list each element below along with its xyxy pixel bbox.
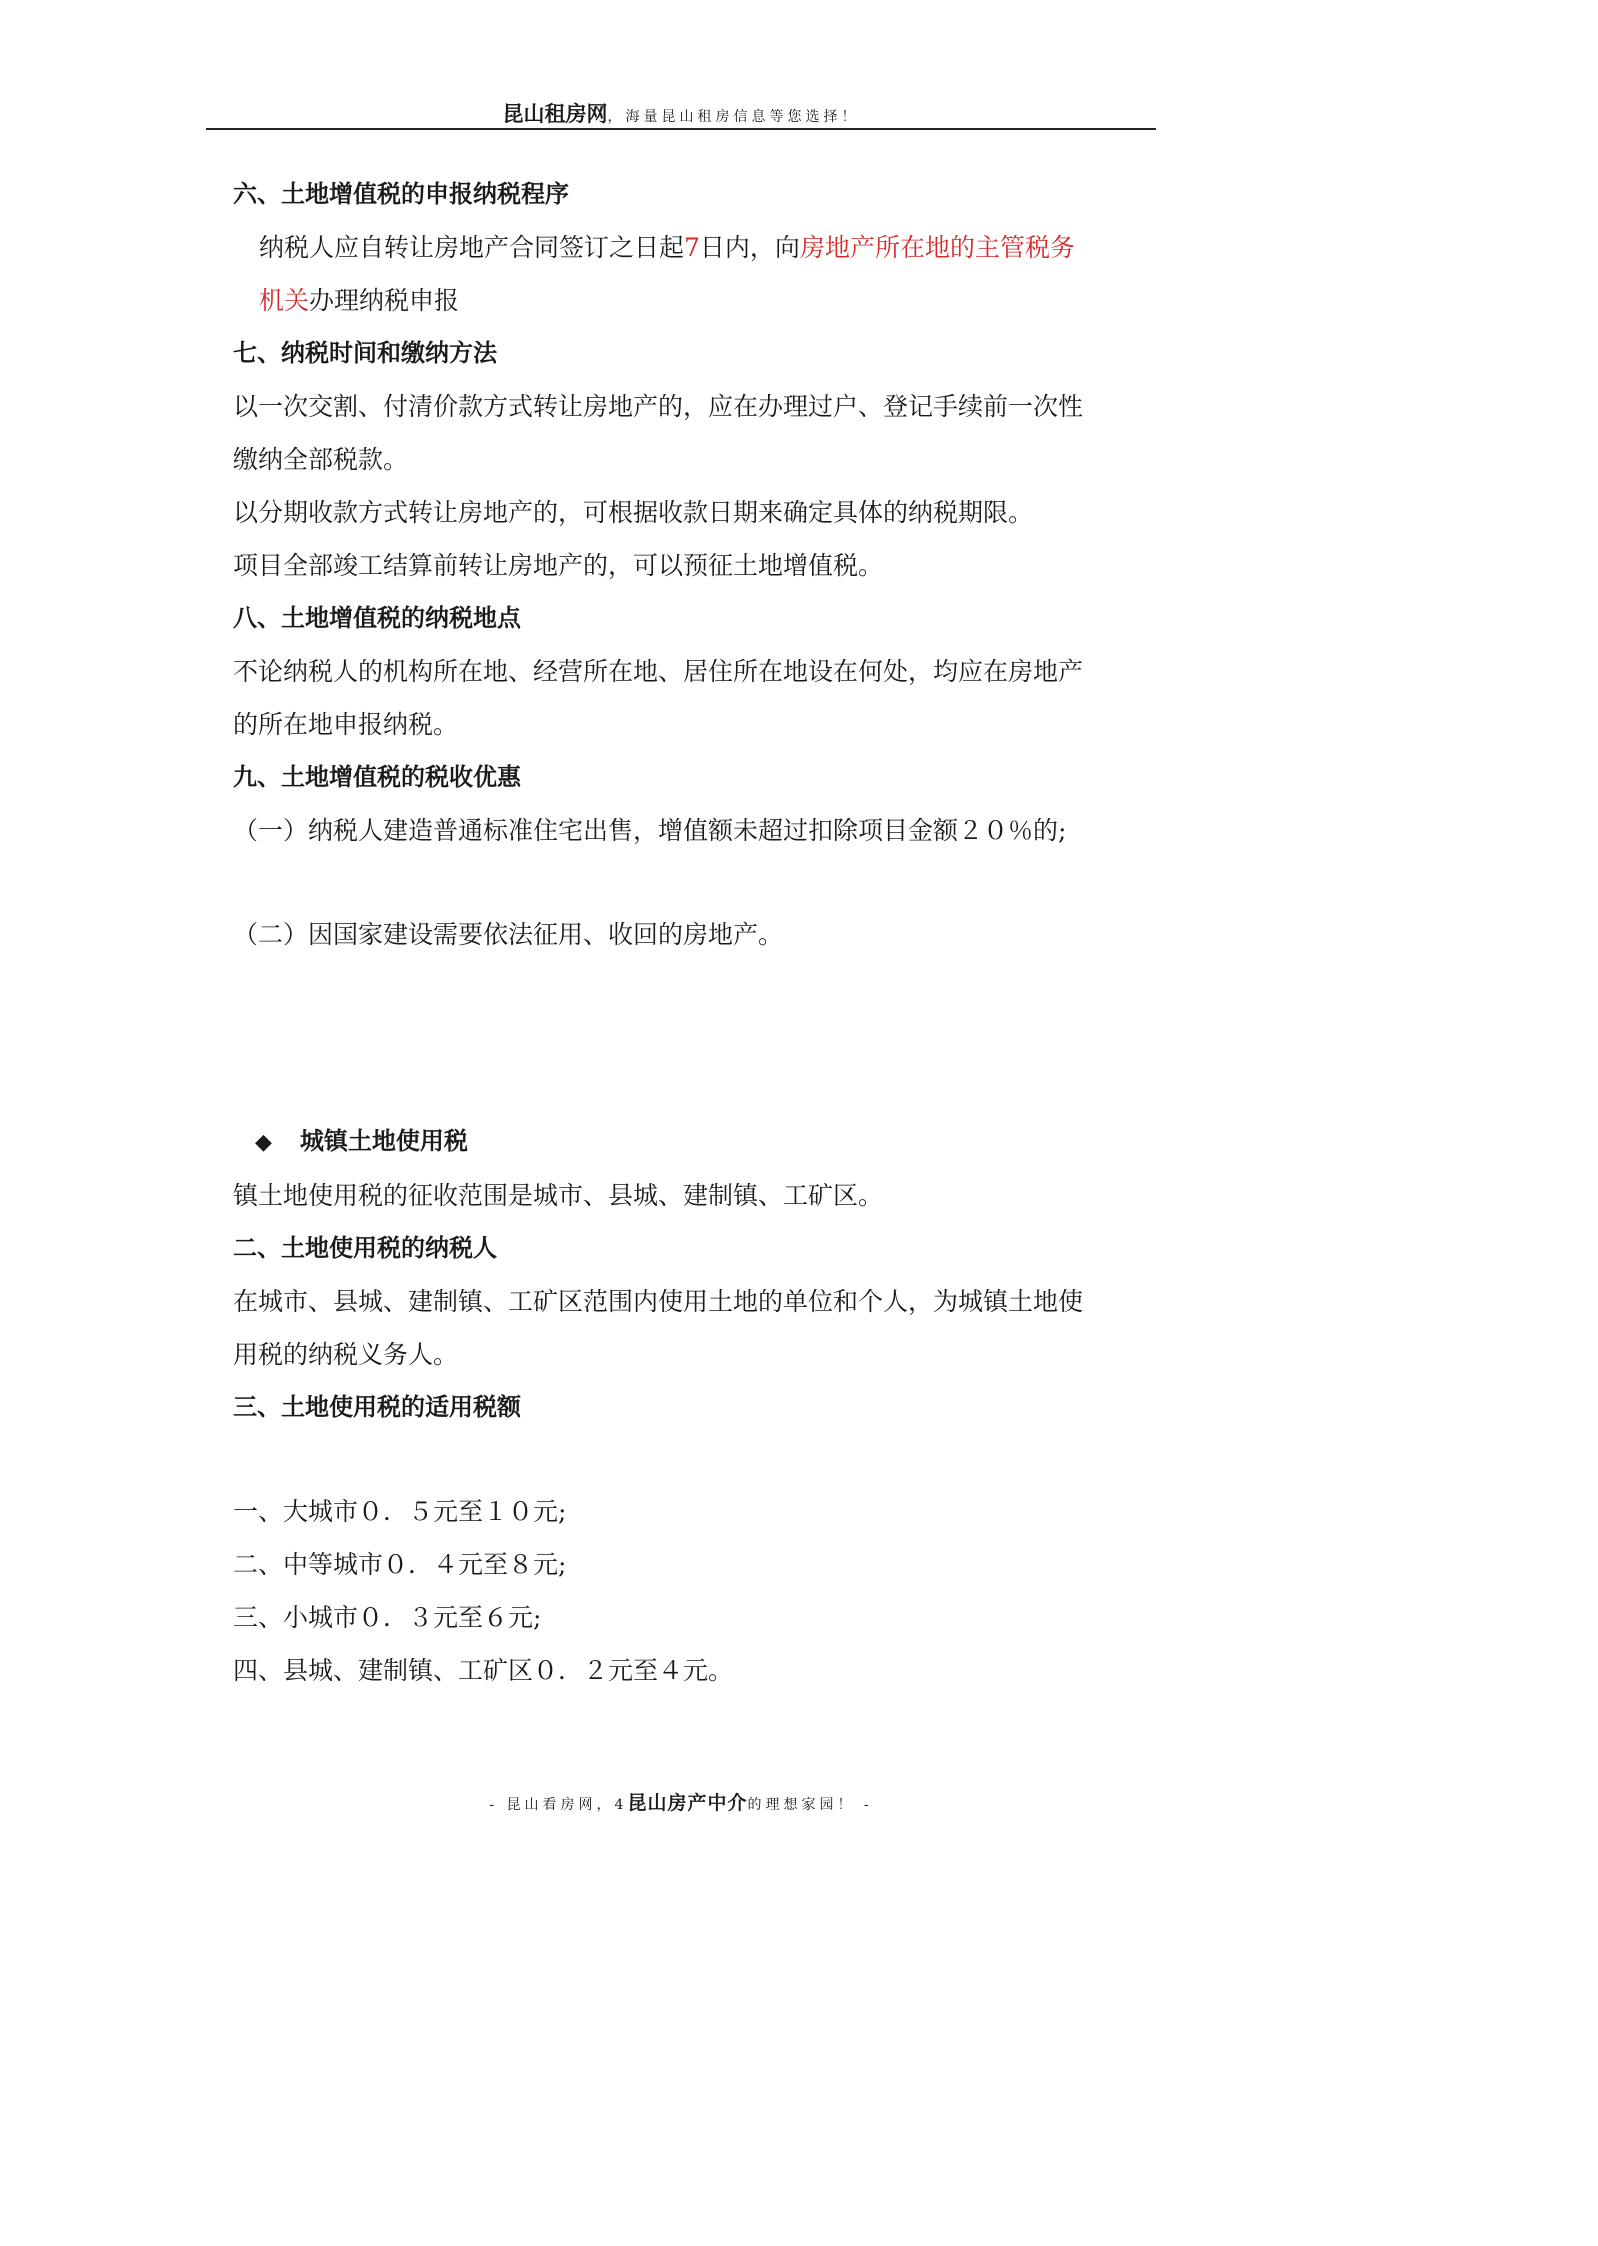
- footer-brand: 昆山房产中介: [627, 1792, 748, 1814]
- tax-authority-highlight-cont: 机关: [259, 286, 310, 315]
- section-6-heading: 六、土地增值税的申报纳税程序: [233, 180, 569, 208]
- section-6-paragraph-line-2: 机关办理纳税申报: [259, 286, 460, 315]
- section-8-heading: 八、土地增值税的纳税地点: [233, 604, 521, 632]
- section-8-line-2: 的所在地申报纳税。: [233, 710, 459, 739]
- section-7-heading: 七、纳税时间和缴纳方法: [233, 339, 497, 367]
- taxpayer-line-2: 用税的纳税义务人。: [233, 1340, 459, 1369]
- section-9-item-1: （一）纳税人建造普通标准住宅出售，增值额未超过扣除项目金额２０％的;: [233, 816, 1067, 845]
- document-body: [233, 168, 1163, 1697]
- section-9-item-2: （二）因国家建设需要依法征用、收回的房地产。: [233, 920, 784, 949]
- header-slogan: ，海量昆山租房信息等您选择！: [607, 109, 860, 125]
- section-7-line-1: 以一次交割、付清价款方式转让房地产的，应在办理过户、登记手续前一次性: [233, 392, 1084, 421]
- urban-tax-intro: 镇土地使用税的征收范围是城市、县城、建制镇、工矿区。: [233, 1181, 884, 1210]
- page-header: [206, 98, 1156, 130]
- tax-rate-heading: 三、土地使用税的适用税额: [233, 1393, 521, 1421]
- tax-authority-highlight: 房地产所在地的主管税务: [799, 233, 1075, 262]
- rate-item: 三、小城市０．３元至６元;: [233, 1603, 542, 1632]
- rate-item: 一、大城市０．５元至１０元;: [233, 1497, 567, 1526]
- page-footer: - 昆山看房网，4昆山房产中介的理想家园！ -: [489, 1792, 873, 1814]
- section-7-line-3: 以分期收款方式转让房地产的，可根据收款日期来确定具体的纳税期限。: [233, 498, 1034, 527]
- deadline-days: 7: [684, 233, 700, 262]
- section-9-heading: 九、土地增值税的税收优惠: [233, 763, 521, 791]
- section-8-line-1: 不论纳税人的机构所在地、经营所在地、居住所在地设在何处，均应在房地产: [233, 657, 1084, 686]
- section-7-line-2: 缴纳全部税款。: [233, 445, 409, 474]
- taxpayer-heading: 二、土地使用税的纳税人: [233, 1234, 497, 1262]
- rate-item: 四、县城、建制镇、工矿区０．２元至４元。: [233, 1656, 734, 1685]
- header-brand: 昆山租房网: [502, 102, 608, 126]
- rate-item: 二、中等城市０．４元至８元;: [233, 1550, 567, 1579]
- section-7-line-4: 项目全部竣工结算前转让房地产的，可以预征土地增值税。: [233, 551, 884, 580]
- section-6-paragraph-line-1: 纳税人应自转让房地产合同签订之日起7日内，向房地产所在地的主管税务: [259, 233, 1075, 262]
- taxpayer-line-1: 在城市、县城、建制镇、工矿区范围内使用土地的单位和个人，为城镇土地使: [233, 1287, 1084, 1316]
- urban-land-tax-title: ◆ 城镇土地使用税: [255, 1127, 468, 1155]
- diamond-bullet-icon: ◆: [255, 1130, 272, 1155]
